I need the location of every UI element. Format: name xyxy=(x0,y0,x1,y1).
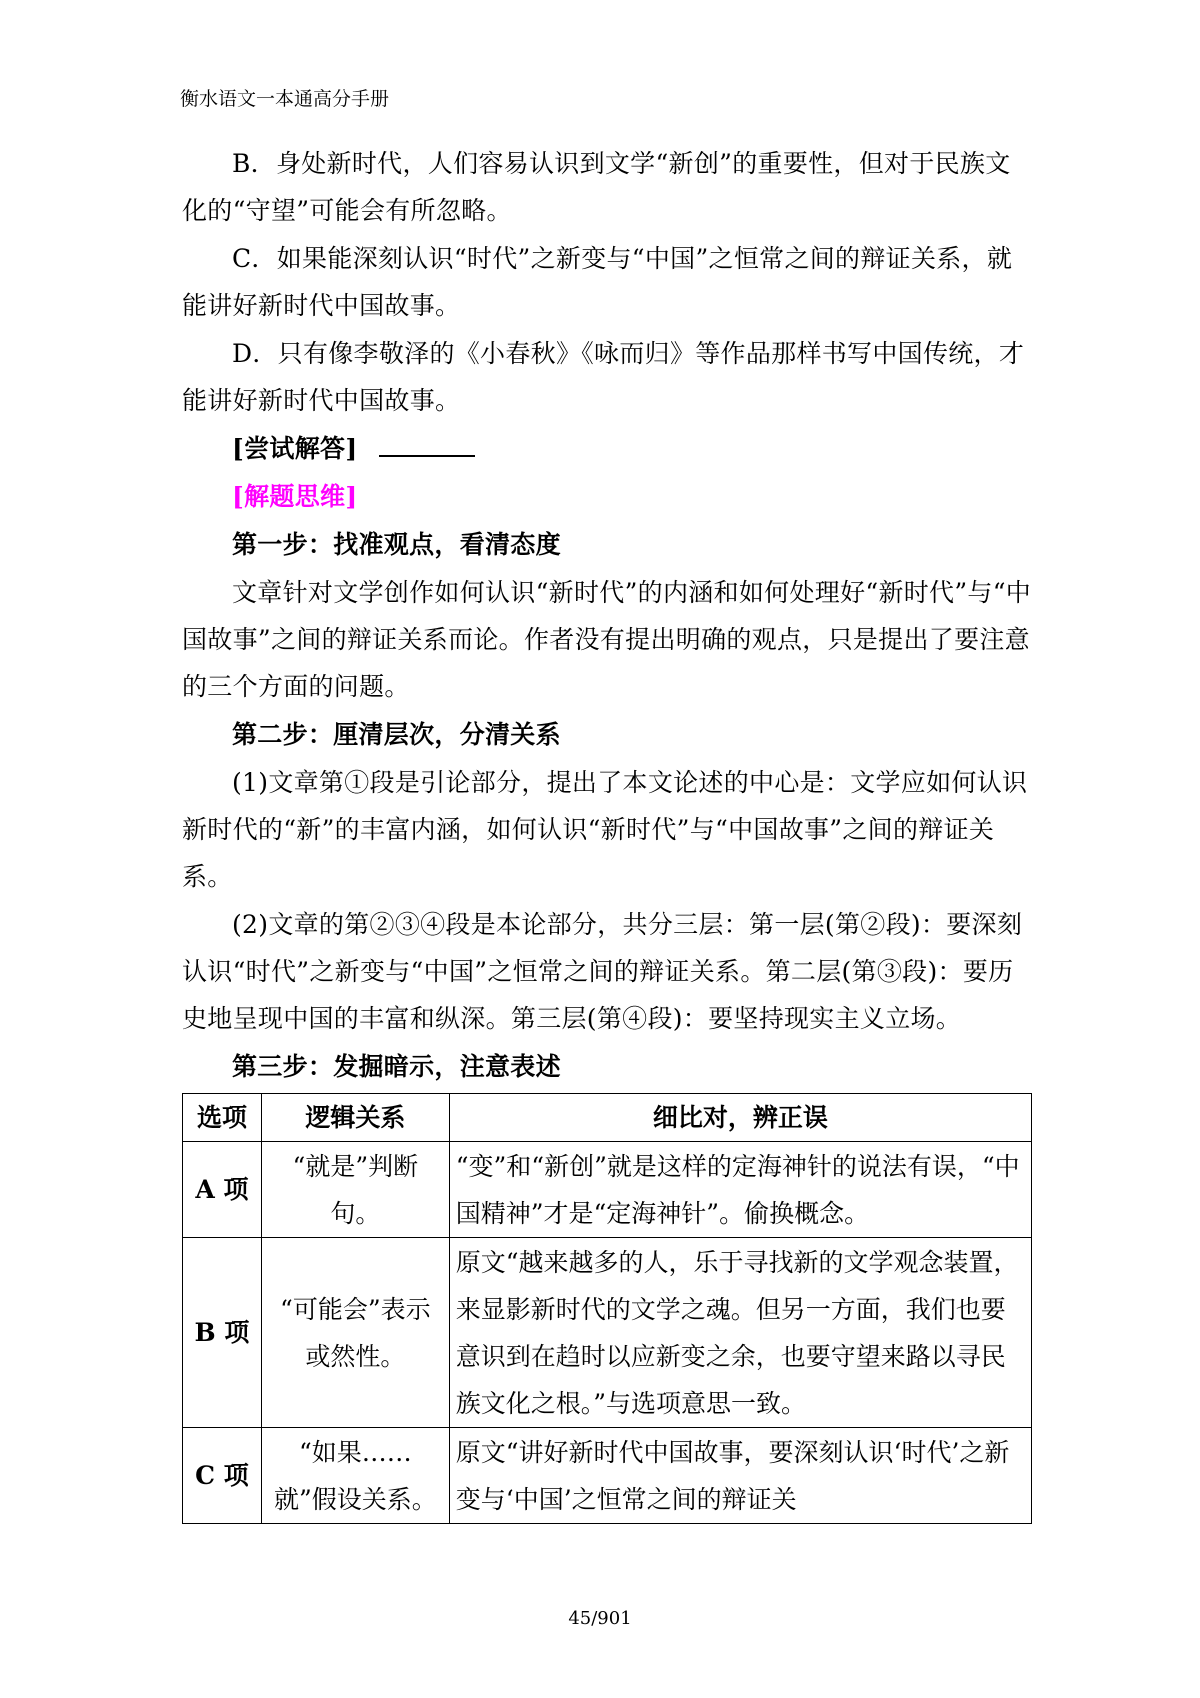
header-option: 选项 xyxy=(183,1094,262,1142)
table-header-row xyxy=(183,1094,1032,1142)
row-option: C 项 xyxy=(183,1428,262,1524)
table-row xyxy=(183,1142,1032,1238)
table-row xyxy=(183,1238,1032,1428)
try-answer-line xyxy=(182,425,1034,472)
row-detail: 原文“讲好新时代中国故事，要深刻认识‘时代’之新变与‘中国’之恒常之间的辩证关 xyxy=(449,1428,1031,1524)
option-c-text: C．如果能深刻认识“时代”之新变与“中国”之恒常之间的辩证关系，就能讲好新时代中国故事。 xyxy=(182,244,1013,320)
step2-paragraph-2: (2)文章的第②③④段是本论部分，共分三层：第一层(第②段)：要深刻认识“时代”之新变与“中国”之恒常之间的辩证关系。第二层(第③段)：要历史地呈现中国的丰富和纵深。第三层(第④段)：要坚持现实主义立场。 xyxy=(182,910,1023,1033)
row-option: A 项 xyxy=(183,1142,262,1238)
step1-title: 第一步：找准观点，看清态度 xyxy=(232,530,561,559)
option-d-text: D．只有像李敬泽的《小春秋》《咏而归》等作品那样书写中国传统，才能讲好新时代中国故事。 xyxy=(182,339,1025,415)
row-detail: “变”和“新创”就是这样的定海神针的说法有误，“中国精神”才是“定海神针”。偷换概念。 xyxy=(449,1142,1031,1238)
main-content xyxy=(182,140,1034,1091)
try-answer-label: [尝试解答] xyxy=(232,434,358,463)
row-logic: “就是”判断句。 xyxy=(261,1142,449,1238)
row-logic: “可能会”表示或然性。 xyxy=(261,1238,449,1428)
answer-blank xyxy=(379,433,475,457)
analysis-table xyxy=(182,1093,1032,1524)
table-row xyxy=(183,1428,1032,1524)
option-b-text: B．身处新时代，人们容易认识到文学“新创”的重要性，但对于民族文化的“守望”可能会有所忽略。 xyxy=(182,149,1011,225)
page-number: 45/901 xyxy=(568,1608,632,1629)
header-logic: 逻辑关系 xyxy=(261,1094,449,1142)
page-header: 衡水语文一本通高分手册 xyxy=(180,88,390,110)
step3-title: 第三步：发掘暗示，注意表述 xyxy=(232,1052,561,1081)
row-logic: “如果……就”假设关系。 xyxy=(261,1428,449,1524)
step2-paragraph-1: (1)文章第①段是引论部分，提出了本文论述的中心是：文学应如何认识新时代的“新”的丰富内涵，如何认识“新时代”与“中国故事”之间的辩证关系。 xyxy=(182,768,1028,891)
header-detail: 细比对，辨正误 xyxy=(449,1094,1031,1142)
row-option: B 项 xyxy=(183,1238,262,1428)
step2-title: 第二步：厘清层次，分清关系 xyxy=(232,720,561,749)
row-detail: 原文“越来越多的人，乐于寻找新的文学观念装置，来显影新时代的文学之魂。但另一方面，我们也要意识到在趋时以应新变之余，也要守望来路以寻民族文化之根。”与选项意思一致。 xyxy=(449,1238,1031,1428)
step1-text: 文章针对文学创作如何认识“新时代”的内涵和如何处理好“新时代”与“中国故事”之间的辩证关系而论。作者没有提出明确的观点，只是提出了要注意的三个方面的问题。 xyxy=(182,578,1032,701)
thinking-heading: [解题思维] xyxy=(232,482,358,511)
